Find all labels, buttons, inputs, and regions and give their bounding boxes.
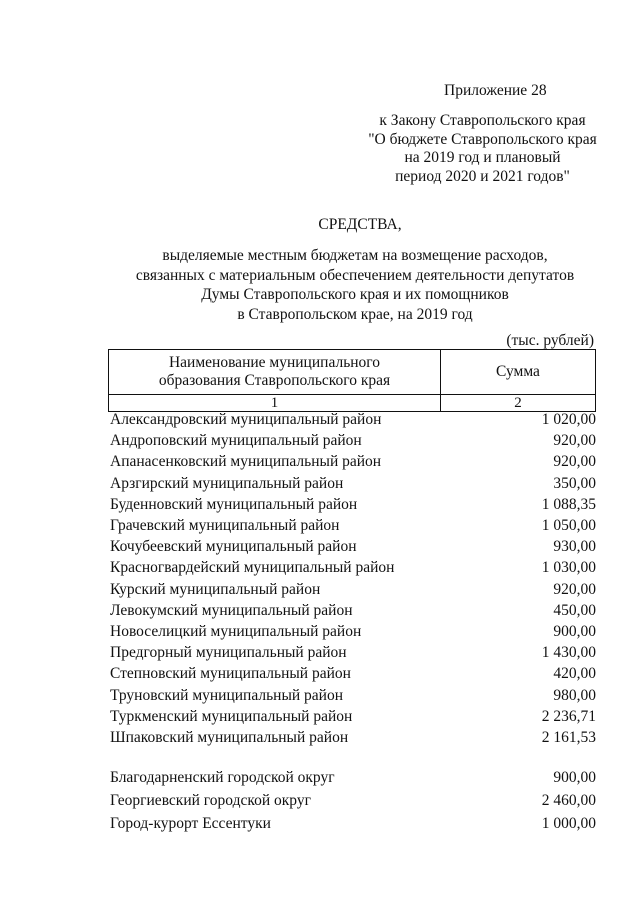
row-municipality-name: Благодарненский городской округ (110, 769, 335, 786)
law-line: к Закону Ставропольского края (379, 112, 586, 129)
column-header-name (109, 350, 441, 395)
row-amount: 1 050,00 (541, 517, 596, 534)
row-municipality-name: Туркменский муниципальный район (110, 707, 353, 725)
table-row (110, 580, 596, 600)
row-amount: 1 088,35 (541, 495, 596, 513)
row-amount: 2 161,53 (541, 729, 596, 746)
column-header-sum: Сумма (441, 350, 596, 395)
table-row (110, 452, 596, 472)
row-amount: 920,00 (553, 453, 596, 471)
document-subtitle (0, 246, 640, 324)
row-amount: 350,00 (553, 474, 596, 492)
row-municipality-name: Андроповский муниципальный район (110, 432, 362, 450)
law-reference (330, 112, 635, 186)
row-municipality-name: Курский муниципальный район (110, 580, 321, 598)
table-row (110, 707, 596, 727)
column-header-line: Наименование муниципального (168, 354, 381, 371)
table-row (110, 410, 596, 430)
row-municipality-name: Буденновский муниципальный район (110, 495, 358, 513)
row-municipality-name: Шпаковский муниципальный район (110, 729, 349, 746)
row-municipality-name: Левокумский муниципальный район (110, 601, 353, 619)
row-amount: 2 460,00 (541, 792, 596, 809)
row-amount: 2 236,71 (541, 707, 596, 725)
row-amount: 450,00 (553, 601, 596, 619)
row-municipality-name: Грачевский муниципальный район (110, 517, 340, 534)
table-row (110, 474, 596, 494)
table-row (110, 622, 596, 642)
law-line: период 2020 и 2021 годов" (395, 167, 570, 185)
row-amount: 920,00 (553, 580, 596, 598)
table-row (110, 768, 596, 788)
row-municipality-name: Красногвардейский муниципальный район (110, 559, 395, 577)
row-amount: 900,00 (553, 769, 596, 786)
row-municipality-name: Александровский муниципальный район (110, 411, 382, 428)
row-municipality-name: Труновский муниципальный район (110, 686, 344, 704)
row-municipality-name: Степновский муниципальный район (110, 665, 351, 683)
row-municipality-name: Новоселицкий муниципальный район (110, 623, 362, 640)
row-amount: 930,00 (553, 538, 596, 556)
table-row (110, 431, 596, 451)
subtitle-line: выделяемые местным бюджетам на возмещение расходов, (162, 247, 548, 264)
table-row (110, 664, 596, 684)
document-heading: СРЕДСТВА, (318, 216, 402, 233)
row-amount: 900,00 (553, 623, 596, 640)
subtitle-line: в Ставропольском крае, на 2019 год (237, 305, 473, 323)
row-municipality-name: Предгорный муниципальный район (110, 644, 347, 662)
table-row (110, 728, 596, 748)
table-row (110, 516, 596, 536)
column-header-line: образования Ставропольского края (158, 372, 391, 389)
row-amount: 1 430,00 (541, 644, 596, 662)
row-municipality-name: Кочубеевский муниципальный район (110, 538, 357, 556)
subtitle-line: Думы Ставропольского края и их помощников (201, 286, 509, 303)
table-row (110, 814, 596, 834)
table-header (108, 349, 596, 412)
subtitle-line: связанных с материальным обеспечением деятельности депутатов (135, 266, 575, 284)
row-municipality-name: Город-курорт Ессентуки (110, 815, 271, 832)
row-municipality-name: Апанасенковский муниципальный район (110, 453, 382, 471)
row-amount: 1 030,00 (541, 559, 596, 577)
units-label: (тыс. рублей) (506, 332, 594, 349)
table-row (110, 495, 596, 515)
row-municipality-name: Арзгирский муниципальный район (110, 474, 344, 492)
row-municipality-name: Георгиевский городской округ (110, 792, 311, 809)
row-amount: 420,00 (553, 665, 596, 683)
table-row (110, 791, 596, 811)
table-row (110, 558, 596, 578)
table-row (110, 601, 596, 621)
table-row (110, 643, 596, 663)
row-amount: 920,00 (553, 432, 596, 450)
table-row (110, 537, 596, 557)
law-line: на 2019 год и плановый (404, 149, 561, 166)
table-row (110, 686, 596, 706)
row-amount: 1 020,00 (541, 411, 596, 428)
column-number-2: 2 (441, 395, 596, 412)
law-line: "О бюджете Ставропольского края (368, 130, 597, 148)
row-amount: 1 000,00 (541, 815, 596, 832)
column-number-1: 1 (109, 395, 441, 412)
row-amount: 980,00 (553, 686, 596, 704)
appendix-title: Приложение 28 (444, 82, 547, 99)
